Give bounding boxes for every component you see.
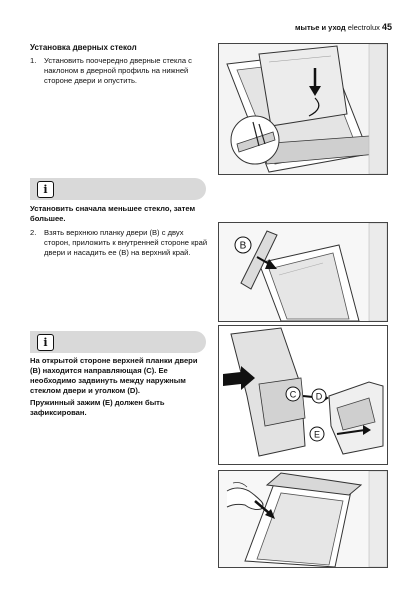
info-note-2 — [30, 356, 210, 418]
step-1 — [30, 56, 210, 86]
step-number: 2. — [30, 228, 37, 237]
info-bar-2 — [30, 331, 206, 353]
label-c: C — [289, 389, 297, 400]
label-b: B — [239, 240, 247, 252]
step-text: Установить поочередно дверные стекла с наклоном в дверной профиль на нижней стороне двери и опустить. — [44, 56, 192, 85]
guide-clip-illustration — [219, 326, 387, 464]
figure-guide-clip — [218, 325, 388, 465]
step-number: 1. — [30, 56, 37, 65]
info-note-para-2: Пружинный зажим (E) должен быть зафиксирован. — [30, 398, 165, 417]
page-number: 45 — [381, 22, 392, 32]
figure-glass-insert — [218, 43, 388, 175]
label-e: E — [313, 429, 321, 440]
header-section: мытье и уход — [295, 23, 346, 32]
press-strip-illustration — [219, 471, 387, 567]
info-icon: i — [37, 181, 54, 198]
page-header — [295, 22, 392, 32]
info-note-para-1: На открытой стороне верхней планки двери (B) находится направляющая (C). Ее необходимо задвинуть между наружным стеклом двери и уголком (D). — [30, 356, 198, 395]
info-note-1: Установить сначала меньшее стекло, затем большее. — [30, 204, 196, 223]
header-brand: electrolux — [347, 23, 380, 32]
top-strip-illustration — [219, 223, 387, 321]
step-2-section — [30, 225, 210, 258]
info-icon: i — [37, 334, 54, 351]
glass-install-section — [30, 43, 210, 86]
step-text: Взять верхнюю планку двери (B) с двух сторон, приложить к внутренней стороне край двери и насадить ее (B) на верхний край. — [44, 228, 208, 257]
info-bar-1 — [30, 178, 206, 200]
label-d: D — [315, 391, 323, 402]
glass-insert-illustration — [219, 44, 387, 174]
step-2 — [30, 228, 210, 258]
section-title: Установка дверных стекол — [30, 43, 137, 52]
figure-press-strip — [218, 470, 388, 568]
figure-top-strip — [218, 222, 388, 322]
